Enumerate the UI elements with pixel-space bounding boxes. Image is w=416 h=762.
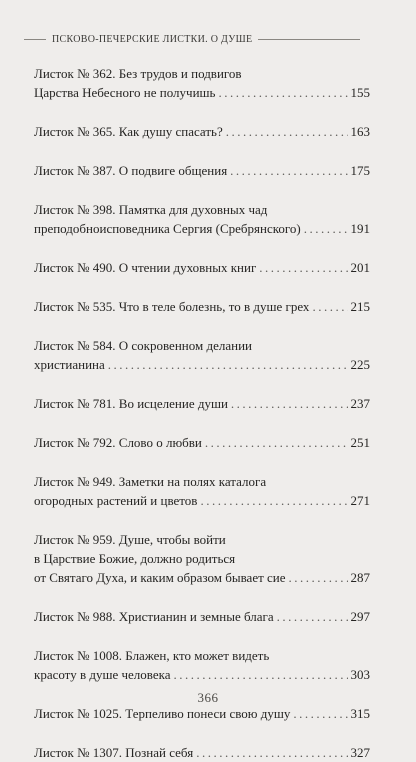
toc-entry[interactable] [34, 530, 370, 587]
page-number: 366 [197, 690, 219, 705]
toc-entry-title: Листок № 959. Душе, чтобы войти [34, 532, 226, 547]
toc-entry-line [34, 568, 370, 587]
toc-entry-line [34, 491, 370, 510]
toc-entry-line [34, 472, 370, 491]
toc-entry-line [34, 743, 370, 762]
entry-separator [34, 510, 370, 530]
toc-entry[interactable] [34, 161, 370, 180]
entry-separator [34, 277, 370, 297]
entry-separator [34, 238, 370, 258]
entry-separator [34, 180, 370, 200]
entry-separator [34, 587, 370, 607]
toc-page-number: 297 [350, 609, 370, 624]
toc-entry-line [34, 161, 370, 180]
toc-entry-title: Царства Небесного не получишь [34, 85, 216, 100]
dot-leader [108, 355, 348, 374]
toc-entry-title: огородных растений и цветов [34, 493, 198, 508]
entry-separator [34, 374, 370, 394]
dot-leader [304, 219, 348, 238]
running-head-rule-right [258, 39, 360, 40]
toc-entry-line [34, 297, 370, 316]
toc-entry-line [34, 64, 370, 83]
entry-separator [34, 413, 370, 433]
dot-leader [205, 433, 348, 452]
toc-entry[interactable] [34, 472, 370, 510]
toc-entry-line [34, 219, 370, 238]
toc-page-number: 215 [350, 299, 370, 314]
toc-entry-line [34, 549, 370, 568]
entry-separator [34, 626, 370, 646]
toc-entry-line [34, 258, 370, 277]
running-head-rule-left [24, 39, 46, 40]
toc-entry-line [34, 336, 370, 355]
toc-entry[interactable] [34, 122, 370, 141]
toc-entry-title: христианина [34, 357, 105, 372]
toc-entry-line [34, 665, 370, 684]
toc-entry-title: Листок № 387. О подвиге общения [34, 163, 228, 178]
toc-page-number: 225 [350, 357, 370, 372]
toc-page-number: 155 [350, 85, 370, 100]
running-head [0, 34, 416, 45]
toc-entry-title: Листок № 949. Заметки на полях каталога [34, 474, 267, 489]
dot-leader [174, 665, 348, 684]
entry-separator [34, 723, 370, 743]
toc-entry-line [34, 704, 370, 723]
toc-entry-title: Листок № 1307. Познай себя [34, 745, 194, 760]
toc-page-number: 327 [350, 745, 370, 760]
toc-entry-line [34, 122, 370, 141]
toc-entry-line [34, 433, 370, 452]
running-head-title: ПСКОВО-ПЕЧЕРСКИЕ ЛИСТКИ. О ДУШЕ [52, 34, 253, 45]
toc-entry-title: Листок № 535. Что в теле болезнь, то в душе грех [34, 299, 310, 314]
toc-page-number: 303 [350, 667, 370, 682]
toc-page-number: 163 [350, 124, 370, 139]
toc-entry[interactable] [34, 704, 370, 723]
toc-entry-line [34, 83, 370, 102]
dot-leader [289, 568, 348, 587]
toc-entry[interactable] [34, 646, 370, 684]
toc-entry[interactable] [34, 607, 370, 626]
toc-page-number: 251 [350, 435, 370, 450]
dot-leader [218, 83, 347, 102]
toc-entry-line [34, 200, 370, 219]
dot-leader [230, 161, 347, 180]
dot-leader [200, 491, 347, 510]
toc-entry[interactable] [34, 394, 370, 413]
toc-entry-title: Листок № 362. Без трудов и подвигов [34, 66, 242, 81]
dot-leader [196, 743, 347, 762]
toc-entry-title: Листок № 1025. Терпеливо понеси свою душу [34, 706, 291, 721]
toc-entry[interactable] [34, 743, 370, 762]
toc-entry-title: преподобноисповедника Сергия (Сребрянского) [34, 221, 301, 236]
toc-entry-title: Листок № 584. О сокровенном делании [34, 338, 252, 353]
dot-leader [226, 122, 348, 141]
toc-entry-title: от Святаго Духа, и каким образом бывает сие [34, 570, 286, 585]
toc-entry-line [34, 355, 370, 374]
toc-entry-title: красоту в душе человека [34, 667, 171, 682]
toc-entry[interactable] [34, 297, 370, 316]
toc-entry-title: Листок № 365. Как душу спасать? [34, 124, 223, 139]
entry-separator [34, 452, 370, 472]
toc-entry-line [34, 394, 370, 413]
toc-entry-title: Листок № 398. Памятка для духовных чад [34, 202, 268, 217]
toc-entry-title: Листок № 1008. Блажен, кто может видеть [34, 648, 270, 663]
dot-leader [259, 258, 347, 277]
toc-page-number: 191 [350, 221, 370, 236]
toc-page-number: 237 [350, 396, 370, 411]
toc-page-number: 287 [350, 570, 370, 585]
entry-separator [34, 316, 370, 336]
toc-entry-title: Листок № 988. Христианин и земные блага [34, 609, 274, 624]
toc-entry[interactable] [34, 64, 370, 102]
entry-separator [34, 102, 370, 122]
toc-entry[interactable] [34, 336, 370, 374]
toc-entry-line [34, 607, 370, 626]
dot-leader [312, 297, 347, 316]
dot-leader [293, 704, 347, 723]
toc-entry-title: Листок № 792. Слово о любви [34, 435, 202, 450]
toc-page-number: 201 [350, 260, 370, 275]
dot-leader [231, 394, 348, 413]
entry-separator [34, 141, 370, 161]
toc-entry-title: Листок № 781. Во исцеление души [34, 396, 228, 411]
table-of-contents [34, 64, 370, 762]
toc-entry-line [34, 646, 370, 665]
toc-page-number: 315 [350, 706, 370, 721]
toc-entry-line [34, 530, 370, 549]
toc-page-number: 175 [350, 163, 370, 178]
toc-entry[interactable] [34, 258, 370, 277]
toc-entry[interactable] [34, 200, 370, 238]
dot-leader [277, 607, 348, 626]
toc-entry-title: Листок № 490. О чтении духовных книг [34, 260, 257, 275]
toc-entry[interactable] [34, 433, 370, 452]
toc-page-number: 271 [350, 493, 370, 508]
toc-entry-title: в Царствие Божие, должно родиться [34, 551, 236, 566]
